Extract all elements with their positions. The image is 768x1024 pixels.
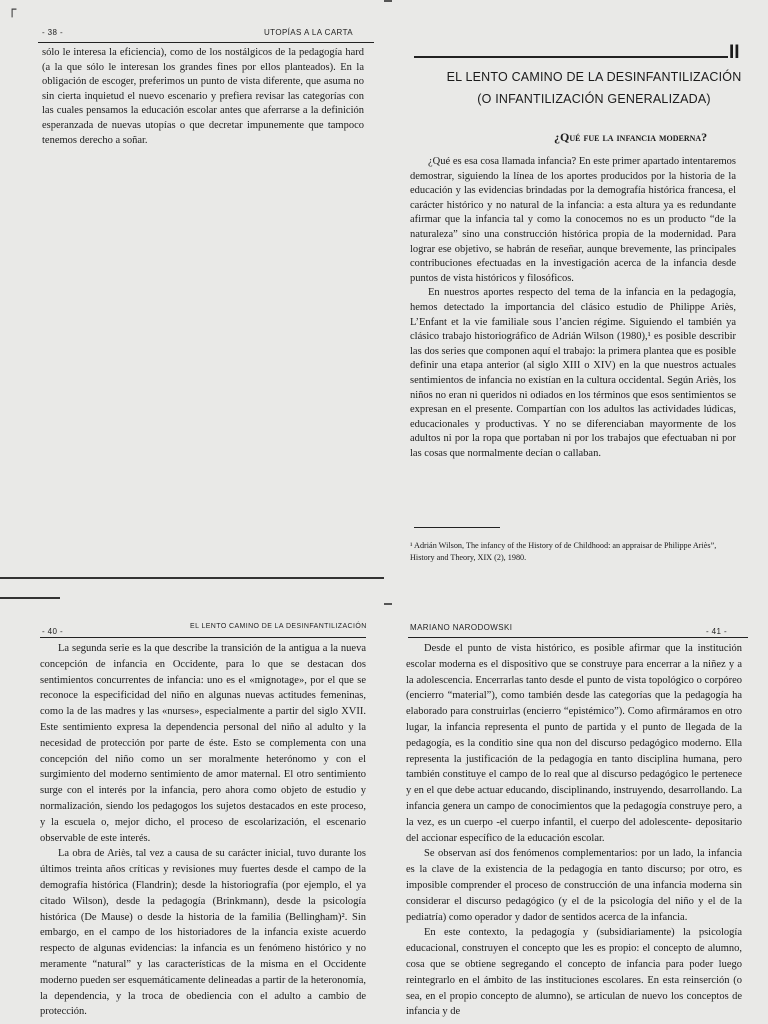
- paragraph: Se observan así dos fenómenos complementarios: por un lado, la infancia es la clave de la existencia de la pedagogía en tanto discurso; por otro, es imposible comprender el proceso de construcción de una infancia moderna sin considerar el discurso pedagógico (y el de la psicología del niño y el de la pediatría) como operador y dador de sentidos acerca de la infancia.: [406, 848, 742, 923]
- gutter-mark: [384, 603, 392, 613]
- header-rule: [408, 637, 748, 638]
- chapter-rule: [414, 56, 728, 58]
- section-title: ¿Qué fue la infancia moderna?: [554, 130, 708, 144]
- crop-mark: ┌: [8, 2, 17, 18]
- page-number: - 41 -: [706, 627, 728, 636]
- body-text: [410, 155, 736, 461]
- header-rule: [38, 42, 374, 43]
- crop-rule: [0, 597, 60, 599]
- paragraph: sólo le interesa la eficiencia), como de los nostálgicos de la pedagogía hard (a la que sólo le interesan los grandes fines por ellos planteados). En la obligación de escoger, preferimos un punto de vista diferente, que asuma no sin cierta inquietud el nuevo escenario y prefiera revisar las categorías con las cuales pensamos la educación escolar antes que aferrarse a la definición esperanzada de nuevas utopías o que decretar impunemente que tampoco tenemos derecho a soñar.: [42, 47, 364, 146]
- paragraph: La segunda serie es la que describe la transición de la antigua a la nueva concepción de infancia en Occidente, para lo que se destacan dos sentimientos concurrentes de infancia: uno es el «mignotage», por el que se reconoce la especificidad del niño en algunas nuevas actitudes femeninas, como la de las madres y las «nurses», especialmente a partir del siglo XVII. Este sentimiento expresa la dependencia personal del niño al adulto y la necesidad de protección por parte de éste. Esto se complementa con una concepción del niño como un ser moralmente heterónomo y con el surgimiento del moderno sentimiento de amor maternal. El otro sentimiento surge con el interés por la infancia, pero ahora como objeto de estudio y normalización, siendo los pedagogos los sujetos destacados en este proceso, y la escuela o, mejor dicho, el proceso de escolarización, el escenario observable de este interés.: [40, 643, 366, 844]
- running-head: EL LENTO CAMINO DE LA DESINFANTILIZACIÓN: [190, 623, 367, 630]
- running-head: UTOPÍAS A LA CARTA: [264, 28, 354, 37]
- page-41: [384, 585, 768, 1024]
- paragraph: Desde el punto de vista histórico, es posible afirmar que la institución escolar moderna es el dispositivo que se construye para encerrar a la niñez y a la adolescencia. Encerrarlas tanto desde el punto de vista topológico o corpóreo (encierro “material”), como también desde las categorías que la pedagogía ha elaborado para construirlas (encierro “epistémico”). Como afirmáramos en otro lugar, la infancia representa el punto de partida y el punto de llegada de la pedagogía, es la conditio sine qua non del discurso pedagógico moderno. Ella representa la justificación de la pedagogía en tanto disciplina humana, pero también constituye el campo de lo real que al discurso pedagógico le pertenece y en el que debe actuar educando, disciplinando, instruyendo, desarrollando. La infancia genera un campo de conocimientos que la pedagogía construye pero, a la vez, es un cuerpo -el cuerpo infantil, el cuerpo del adolescente- depositario del accionar específico de la educación escolar.: [406, 643, 742, 844]
- page-bottom-rule: [0, 577, 384, 579]
- chapter-title: [444, 66, 744, 110]
- body-text: [40, 641, 366, 1020]
- header-rule: [40, 637, 366, 638]
- body-text: [406, 641, 742, 1020]
- paragraph: En este contexto, la pedagogía y (subsidiariamente) la psicología educacional, construyen el concepto que les es propio: el concepto de alumno, cosa que se obtiene segregando el concepto de infancia para poder luego reintegrarlo en el ámbito de las instituciones escolares. En esta reinserción (o sea, en el propio concepto de alumno), se articulan de nuevo los conceptos de infancia y de: [406, 927, 742, 1018]
- page-39: [384, 0, 768, 585]
- gutter-mark: [384, 0, 392, 16]
- paragraph: En nuestros aportes respecto del tema de la infancia en la pedagogía, hemos detectado la importancia del clásico estudio de Philippe Ariès, L’Enfant et la vie familiale sous l’ancien régime. Siguiendo el también ya clásico trabajo historiográfico de Adrián Wilson (1980),¹ es posible describir las dos series que componen aquí el trabajo: la primera plantea que es posible definir una etapa anterior (al siglo XIII o XIV) en la que nuestros actuales sentimientos de infancia no existían en la cultura occidental. Según Ariès, los niños no eran ni queridos ni odiados en los términos que esos sentimientos se expresan en el presente. Compartían con los adultos las actividades lúdicas, educacionales y productivas. Y no se diferenciaban mayormente de los adultos ni por la ropa que portaban ni por los trabajos que efectuaban ni por las cosas que normalmente decían o callaban.: [410, 287, 736, 459]
- running-head: MARIANO NARODOWSKI: [410, 623, 513, 632]
- paragraph: ¿Qué es esa cosa llamada infancia? En este primer apartado intentaremos demostrar, siguiendo la línea de los aportes producidos por la historia de la educación y las evidencias brindadas por la demografía histórica francesa, el carácter histórico y no natural de la infancia: a esta altura ya es redundante afirmar que la infancia tal y como la conocemos no es un producto “de la naturaleza” sino una construcción histórica propia de la modernidad. Para lograr ese objetivo, se habrán de reseñar, aunque brevemente, las principales contribuciones efectuadas en la investigación acerca de la infancia desde puntos de vista históricos y filosóficos.: [410, 156, 736, 284]
- footnote: ¹ Adrián Wilson, The infancy of the History of de Childhood: an appraisar de Philippe Ariès”, History and Theory, XIX (2), 1980.: [410, 541, 717, 562]
- page-38: [0, 0, 384, 585]
- page-number: - 40 -: [42, 627, 64, 636]
- body-text: [42, 46, 364, 148]
- page-40: [0, 585, 384, 1024]
- chapter-number: II: [729, 42, 740, 63]
- chapter-title-line-2: (O INFANTILIZACIÓN GENERALIZADA): [477, 92, 711, 106]
- footnote-rule: [414, 527, 500, 528]
- chapter-title-line-1: EL LENTO CAMINO DE LA DESINFANTILIZACIÓN: [446, 70, 742, 84]
- page-number: - 38 -: [42, 28, 64, 37]
- paragraph: La obra de Ariès, tal vez a causa de su carácter inicial, tuvo durante los últimos treinta años críticas y revisiones muy fuertes desde el campo de la demografía histórica (Flandrin); desde la historiografía (por ejemplo, el ya citado Wilson), desde la pedagogía (Brinkmann), desde la psicología histórica (De Mause) o desde la historia de la familia (Bellingham)². Sin embargo, en el campo de los historiadores de la infancia existe acuerdo respecto de algunas evidencias: la infancia es un fenómeno histórico y no meramente “natural” y las características de la misma en el Occidente moderno pueden ser esquemáticamente delineadas a partir de la heteronomía, la dependencia, y la troca de obediencia con el adulto a cambio de protección.: [40, 848, 366, 1018]
